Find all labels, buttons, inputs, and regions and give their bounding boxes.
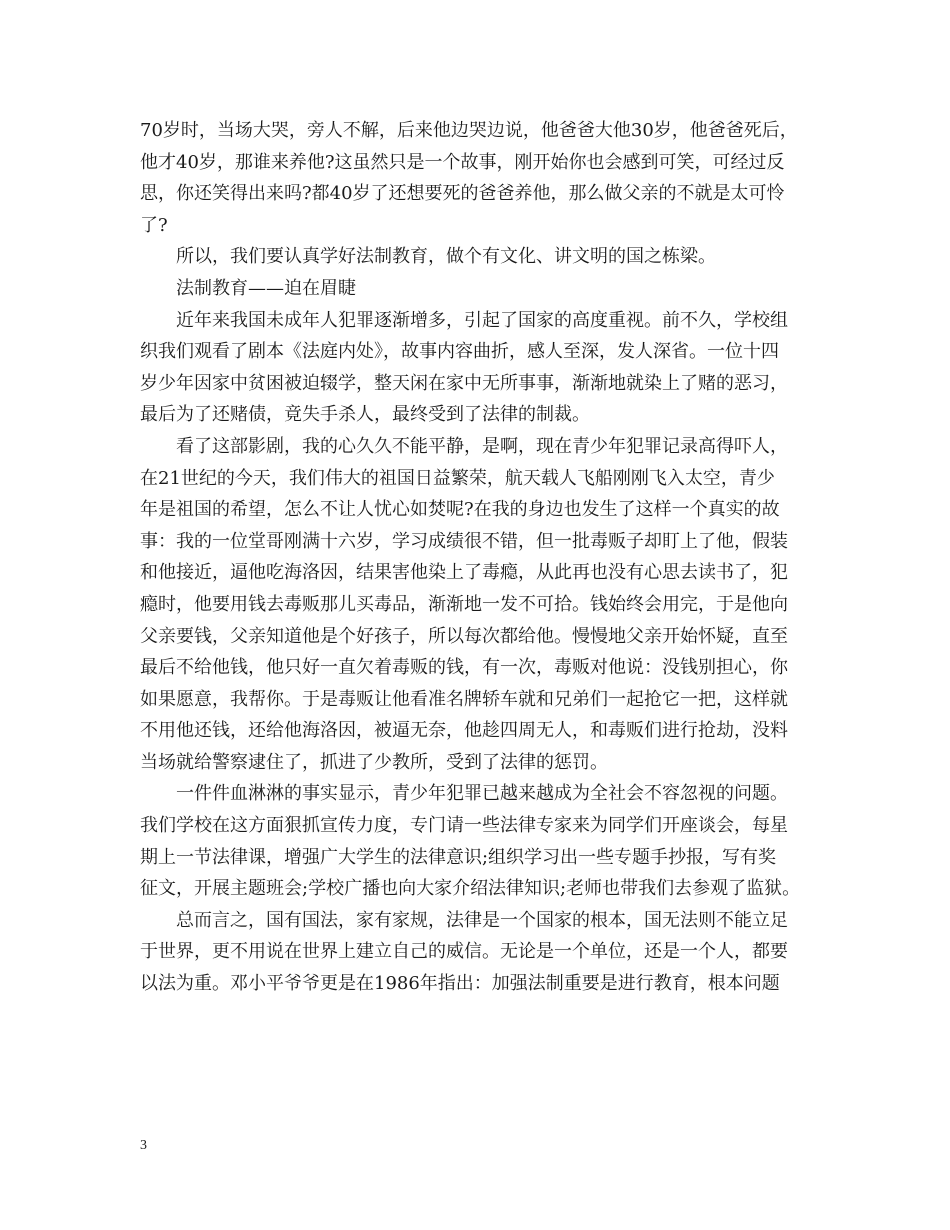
text-line: 他才40岁，那谁来养他?这虽然只是一个故事，刚开始你也会感到可笑，可经过反 bbox=[140, 151, 785, 173]
text-line: 在21世纪的今天，我们伟大的祖国日益繁荣，航天载人飞船刚刚飞入太空，青少 bbox=[140, 467, 775, 489]
text-line: 以法为重。邓小平爷爷更是在1986年指出：加强法制重要是进行教育，根本问题 bbox=[140, 973, 780, 995]
text-line: 和他接近，逼他吃海洛因，结果害他染上了毒瘾，从此再也没有心思去读书了，犯 bbox=[140, 562, 788, 584]
text-line: 期上一节法律课，增强广大学生的法律意识;组织学习出一些专题手抄报，写有奖 bbox=[140, 846, 777, 868]
text-line: 父亲要钱，父亲知道他是个好孩子，所以每次都给他。慢慢地父亲开始怀疑，直至 bbox=[140, 625, 788, 647]
text-line: 瘾时，他要用钱去毒贩那儿买毒品，渐渐地一发不可拾。钱始终会用完，于是他向 bbox=[140, 593, 788, 615]
text-line: 织我们观看了剧本《法庭内处》，故事内容曲折，感人至深，发人深省。一位十四 bbox=[140, 341, 779, 363]
text-line: 所以，我们要认真学好法制教育，做个有文化、讲文明的国之栋梁。 bbox=[176, 246, 716, 268]
text-line: 思，你还笑得出来吗?都40岁了还想要死的爸爸养他，那么做父亲的不就是太可怜 bbox=[140, 183, 785, 205]
text-line: 了? bbox=[140, 214, 168, 236]
document-body bbox=[140, 115, 810, 1000]
text-line: 征文，开展主题班会;学校广播也向大家介绍法律知识;老师也带我们去参观了监狱。 bbox=[140, 878, 801, 900]
text-line: 总而言之，国有国法，家有家规，法律是一个国家的根本，国无法则不能立足 bbox=[176, 909, 788, 931]
text-line: 年是祖国的希望，怎么不让人忧心如焚呢?在我的身边也发生了这样一个真实的故 bbox=[140, 499, 780, 521]
text-line: 如果愿意，我帮你。于是毒贩让他看准名牌轿车就和兄弟们一起抢它一把，这样就 bbox=[140, 688, 788, 710]
text-line: 当场就给警察逮住了，抓进了少教所，受到了法律的惩罚。 bbox=[140, 751, 608, 773]
text-line: 一件件血淋淋的事实显示，青少年犯罪已越来越成为全社会不容忽视的问题。 bbox=[176, 783, 788, 805]
text-line: 近年来我国未成年人犯罪逐渐增多，引起了国家的高度重视。前不久，学校组 bbox=[176, 309, 788, 331]
text-line: 最后为了还赌债，竟失手杀人，最终受到了法律的制裁。 bbox=[140, 404, 590, 426]
page-number: 3 bbox=[140, 1138, 147, 1153]
text-line: 70岁时，当场大哭，旁人不解，后来他边哭边说，他爸爸大他30岁，他爸爸死后， bbox=[140, 120, 798, 141]
text-line: 最后不给他钱，他只好一直欠着毒贩的钱，有一次，毒贩对他说：没钱别担心，你 bbox=[140, 657, 788, 679]
text-line: 于世界，更不用说在世界上建立自己的威信。无论是一个单位，还是一个人，都要 bbox=[140, 941, 788, 963]
text-line: 岁少年因家中贫困被迫辍学，整天闲在家中无所事事，渐渐地就染上了赌的恶习， bbox=[140, 372, 788, 394]
text-line: 看了这部影剧，我的心久久不能平静，是啊，现在青少年犯罪记录高得吓人， bbox=[176, 435, 788, 457]
text-line: 法制教育——迫在眉睫 bbox=[176, 277, 356, 299]
text-line: 不用他还钱，还给他海洛因，被逼无奈，他趁四周无人，和毒贩们进行抢劫，没料 bbox=[140, 720, 788, 742]
text-line: 事：我的一位堂哥刚满十六岁，学习成绩很不错，但一批毒贩子却盯上了他，假装 bbox=[140, 530, 788, 552]
text-line: 我们学校在这方面狠抓宣传力度，专门请一些法律专家来为同学们开座谈会，每星 bbox=[140, 815, 788, 837]
